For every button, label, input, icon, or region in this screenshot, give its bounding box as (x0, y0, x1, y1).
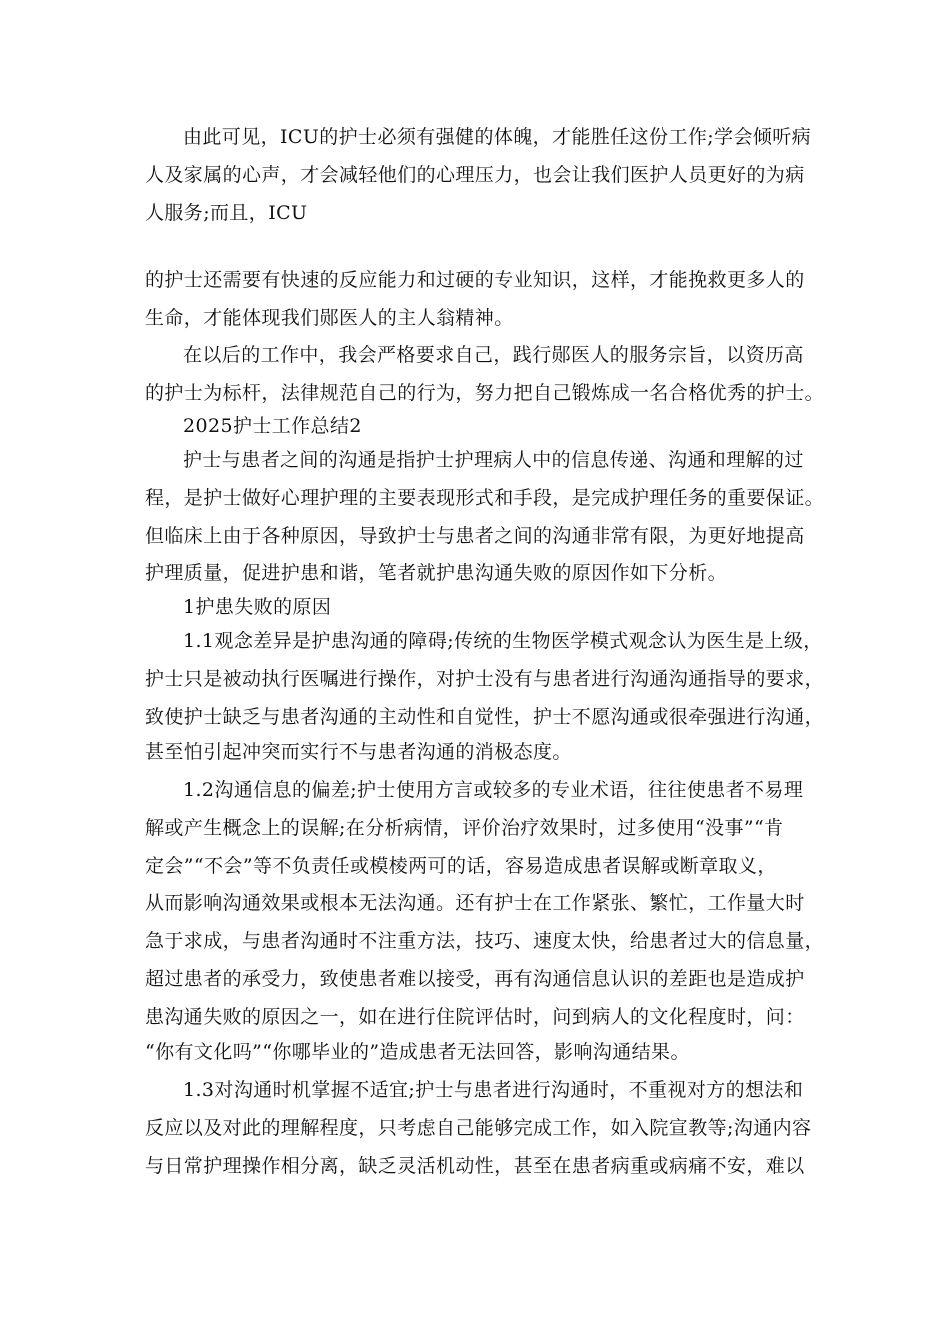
text-line: 1.1观念差异是护患沟通的障碍;传统的生物医学模式观念认为医生是上级， (183, 630, 823, 652)
subsection-heading: 1护患失败的原因 (183, 596, 332, 618)
text-line: 致使护士缺乏与患者沟通的主动性和自觉性，护士不愿沟通或很牵强进行沟通， (145, 706, 825, 728)
text-line: 程，是护士做好心理护理的主要表现形式和手段，是完成护理任务的重要保证。 (145, 487, 825, 509)
text-line: 护士与患者之间的沟通是指护士护理病人中的信息传递、沟通和理解的过 (183, 449, 804, 471)
text-line: 人服务;而且，ICU (145, 202, 308, 224)
text-line: 但临床上由于各种原因，导致护士与患者之间的沟通非常有限，为更好地提高 (145, 525, 805, 547)
text-line: 护士只是被动执行医嘱进行操作，对护士没有与患者进行沟通沟通指导的要求， (145, 668, 825, 690)
section-heading: 2025护士工作总结2 (183, 415, 362, 437)
text-line: 护理质量，促进护患和谐，笔者就护患沟通失败的原因作如下分析。 (145, 562, 728, 584)
text-line: 的护士为标杆，法律规范自己的行为，努力把自己锻炼成一名合格优秀的护士。 (145, 382, 825, 404)
text-line: 从而影响沟通效果或根本无法沟通。还有护士在工作紧张、繁忙，工作量大时 (145, 892, 805, 914)
text-line: “你有文化吗”“你哪毕业的”造成患者无法回答，影响沟通结果。 (145, 1041, 690, 1063)
text-line: 解或产生概念上的误解;在分析病情，评价治疗效果时，过多使用“没事”“肯 (145, 817, 784, 839)
text-line: 人及家属的心声，才会减轻他们的心理压力，也会让我们医护人员更好的为病 (145, 164, 805, 186)
text-line: 1.3对沟通时机掌握不适宜;护士与患者进行沟通时，不重视对方的想法和 (183, 1079, 804, 1101)
text-line: 反应以及对此的理解程度，只考虑自己能够完成工作，如入院宣教等;沟通内容 (145, 1117, 812, 1139)
text-line: 与日常护理操作相分离，缺乏灵活机动性，甚至在患者病重或病痛不安，难以 (145, 1155, 805, 1177)
text-line: 定会”“不会”等不负责任或模棱两可的话，容易造成患者误解或断章取义， (145, 855, 777, 877)
text-line: 生命，才能体现我们郧医人的主人翁精神。 (145, 307, 514, 329)
text-line: 患沟通失败的原因之一，如在进行住院评估时，问到病人的文化程度时，问： (145, 1006, 805, 1028)
text-line: 甚至怕引起冲突而实行不与患者沟通的消极态度。 (145, 741, 572, 763)
text-line: 1.2沟通信息的偏差;护士使用方言或较多的专业术语，往往使患者不易理 (183, 779, 804, 801)
text-line: 急于求成，与患者沟通时不注重方法，技巧、速度太快，给患者过大的信息量， (145, 930, 825, 952)
text-line: 由此可见，ICU的护士必须有强健的体魄，才能胜任这份工作;学会倾听病 (183, 126, 812, 148)
text-line: 在以后的工作中，我会严格要求自己，践行郧医人的服务宗旨，以资历高 (183, 344, 804, 366)
text-line: 超过患者的承受力，致使患者难以接受，再有沟通信息认识的差距也是造成护 (145, 968, 805, 990)
text-line: 的护士还需要有快速的反应能力和过硬的专业知识，这样，才能挽救更多人的 (145, 269, 805, 291)
